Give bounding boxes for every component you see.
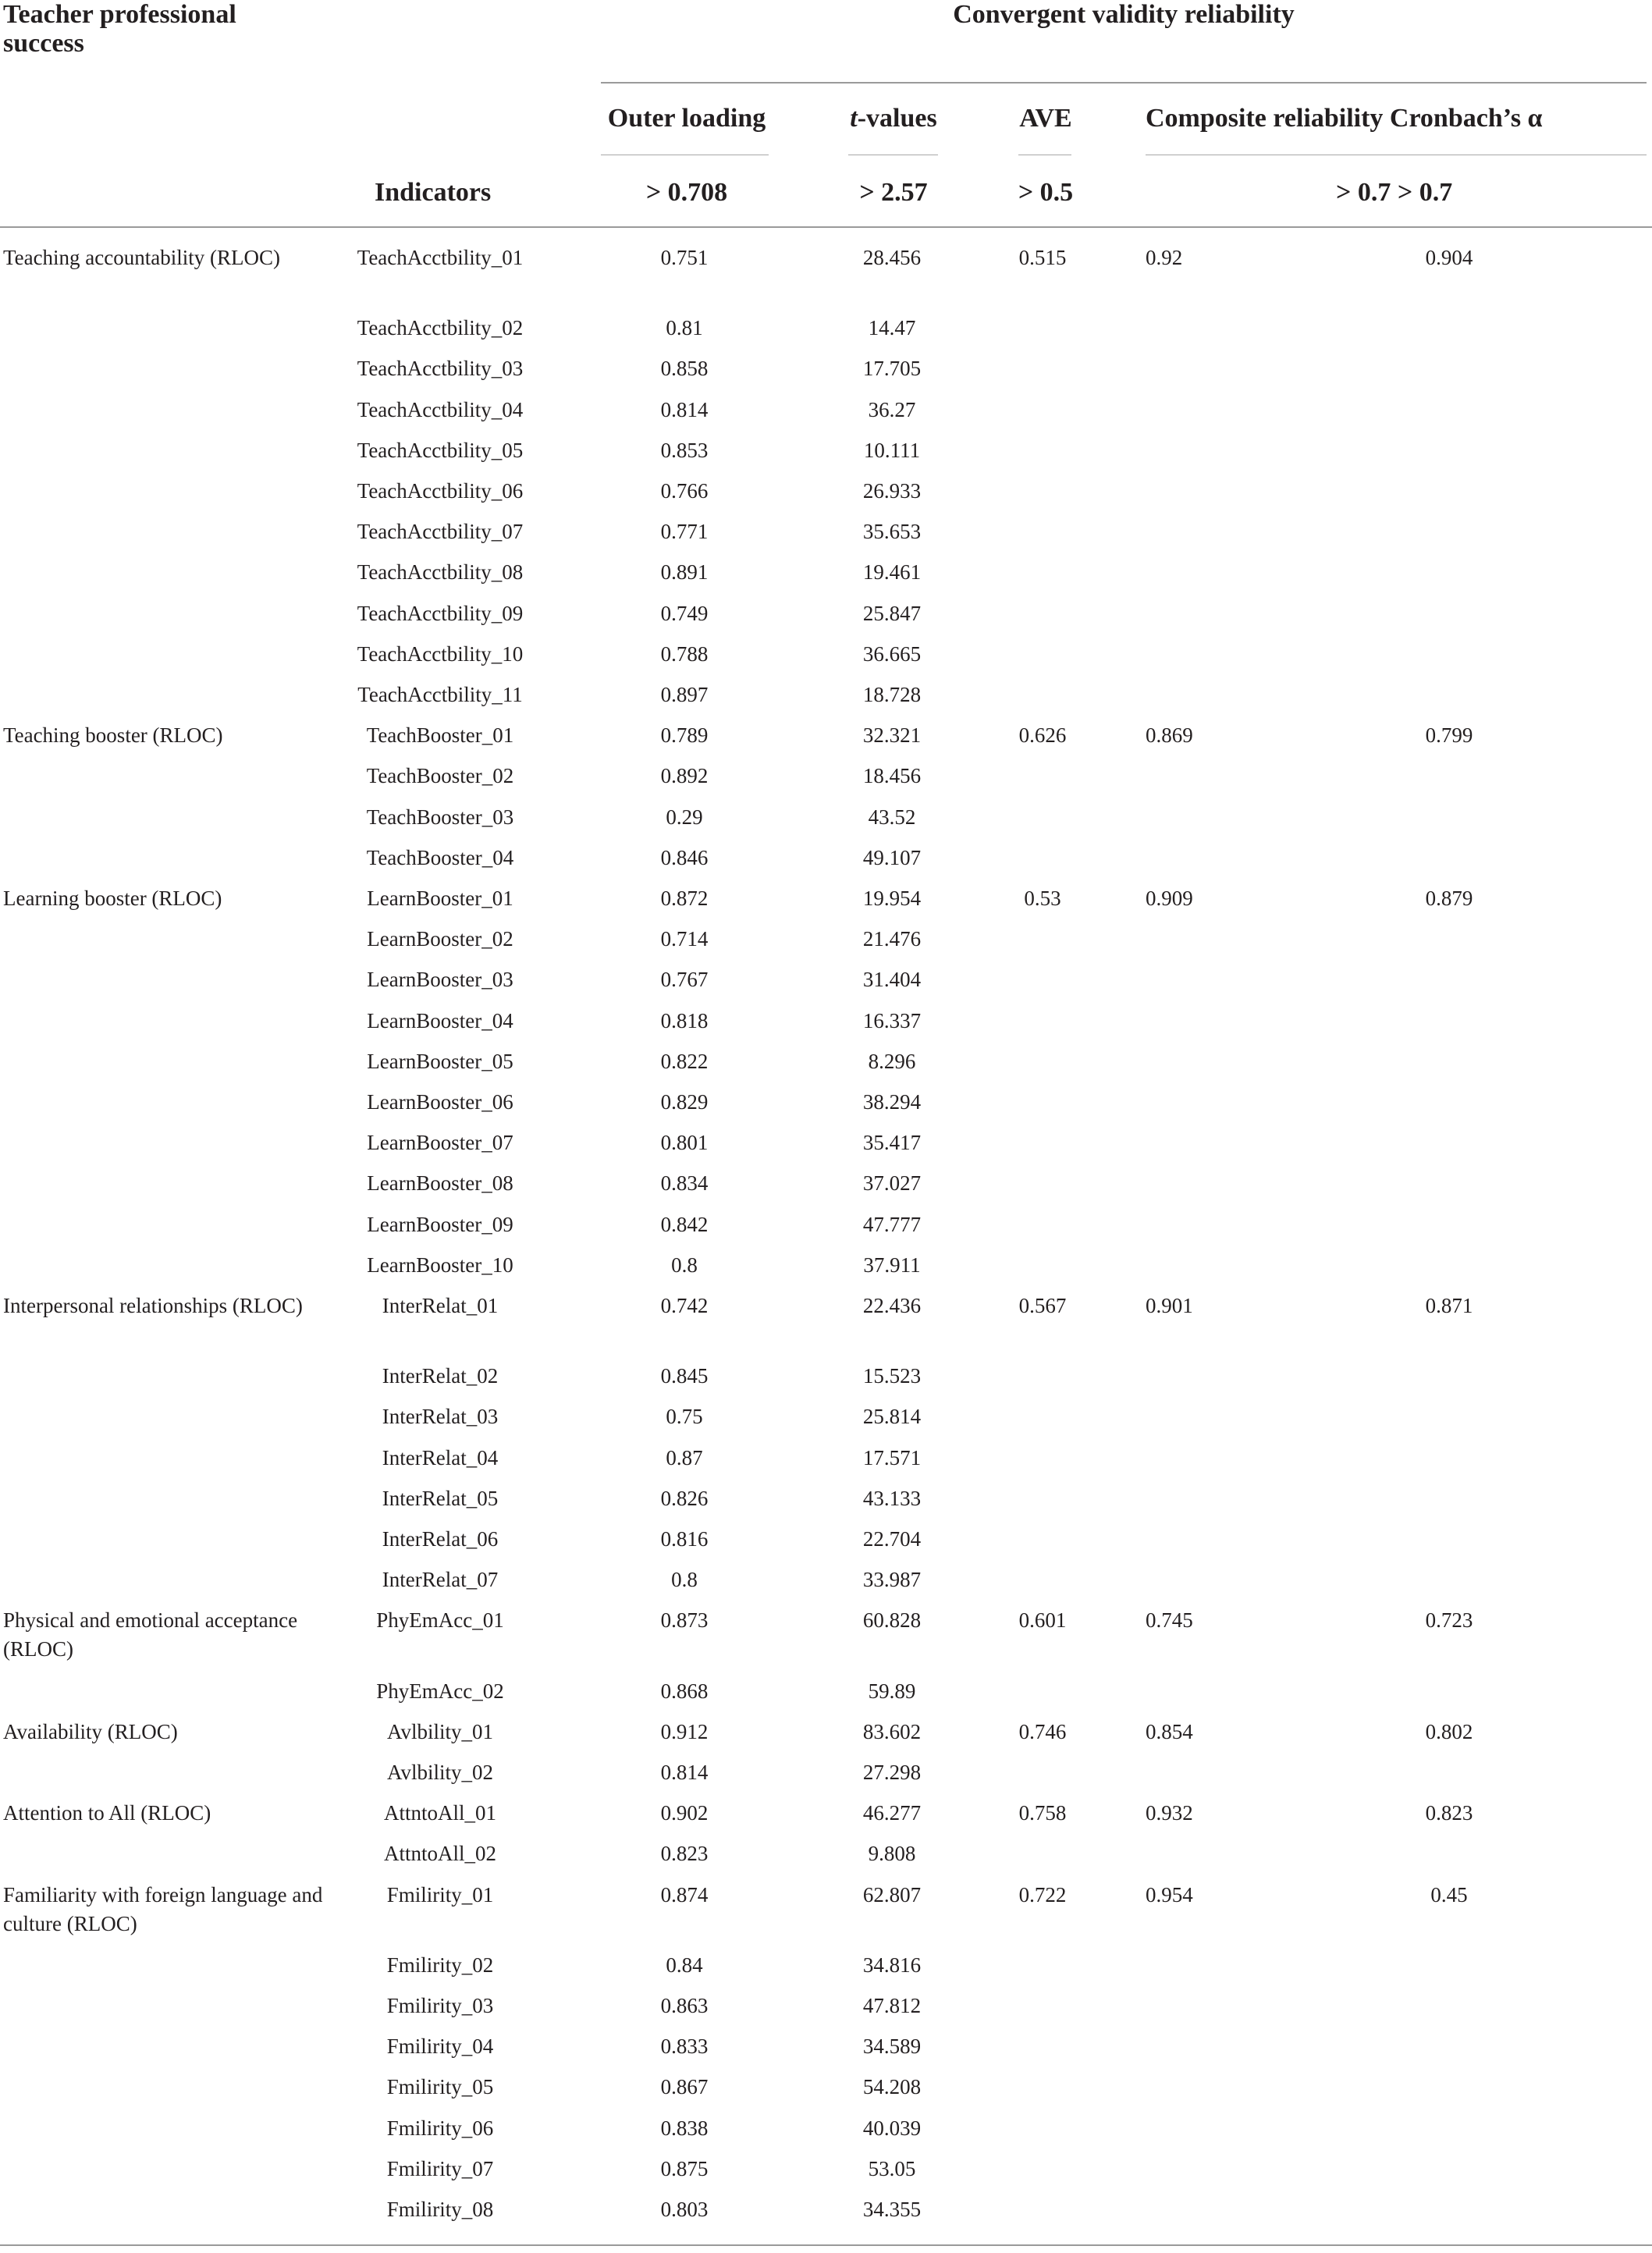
outer-loading-value: 0.897 — [660, 683, 709, 706]
t-value: 19.461 — [862, 560, 922, 585]
indicator-name: TeachBooster_01 — [366, 723, 514, 748]
indicator-name: LearnBooster_05 — [367, 1049, 513, 1073]
outer-loading-value: 0.788 — [660, 641, 709, 666]
outer-loading-value: 0.823 — [660, 1842, 709, 1866]
outer-loading-value: 0.872 — [660, 887, 709, 910]
indicator-name: LearnBooster_04 — [367, 1008, 513, 1032]
composite-reliability-value: 0.901 — [1146, 1294, 1193, 1317]
outer-loading-value: 0.714 — [660, 927, 709, 951]
indicator-name: InterRelat_03 — [382, 1405, 499, 1429]
outer-loading-value: 0.858 — [660, 357, 709, 381]
t-value: 83.602 — [862, 1719, 922, 1743]
outer-loading-value: 0.749 — [660, 601, 709, 625]
indicator-name: Fmilirity_04 — [386, 2034, 494, 2059]
outer-loading-value: 0.766 — [660, 479, 709, 503]
outer-loading-value: 0.771 — [660, 520, 709, 544]
t-value: 9.808 — [868, 1842, 916, 1866]
outer-loading-value: 0.846 — [660, 845, 709, 869]
t-value: 14.47 — [868, 316, 916, 340]
indicator-name: Avlbility_01 — [386, 1719, 493, 1743]
indicator-name: TeachAcctbility_07 — [357, 520, 524, 544]
outer-loading-value: 0.892 — [660, 764, 709, 788]
group-title-rule — [601, 82, 1647, 84]
t-value: 36.665 — [862, 641, 922, 666]
t-value: 33.987 — [862, 1568, 922, 1592]
composite-reliability-value: 0.869 — [1146, 723, 1193, 748]
cronbach-alpha-value: 0.802 — [1425, 1719, 1473, 1743]
composite-reliability-value: 0.954 — [1146, 1882, 1193, 1907]
t-value: 43.52 — [868, 805, 916, 829]
t-value: 36.27 — [868, 397, 916, 421]
outer-loading-value: 0.853 — [660, 438, 709, 462]
outer-loading-value: 0.767 — [660, 968, 709, 992]
ave-value: 0.626 — [1018, 723, 1067, 748]
group-title: Convergent validity reliability — [953, 0, 1295, 29]
group-label: Physical and emotional acceptance (RLOC) — [3, 1608, 298, 1661]
header-t-values — [796, 104, 991, 133]
group-label: Familiarity with foreign language and culture (RLOC) — [3, 1882, 323, 1935]
threshold-t-values: > 2.57 — [859, 178, 928, 207]
group-label: Teaching accountability (RLOC) — [3, 246, 280, 269]
outer-loading-value: 0.875 — [660, 2156, 709, 2180]
indicator-name: Fmilirity_02 — [386, 1953, 494, 1977]
ave-value: 0.53 — [1024, 887, 1061, 910]
indicator-name: InterRelat_07 — [382, 1568, 499, 1592]
header-composite-cronbach: Composite reliability Cronbach’s α — [1146, 104, 1543, 133]
threshold-ave: > 0.5 — [1018, 178, 1074, 207]
outer-loading-value: 0.834 — [660, 1171, 709, 1196]
cronbach-alpha-value: 0.823 — [1425, 1801, 1473, 1825]
cronbach-alpha-value: 0.723 — [1425, 1608, 1473, 1633]
indicator-name: TeachAcctbility_10 — [357, 641, 524, 666]
t-value: 8.296 — [868, 1049, 916, 1073]
outer-loading-value: 0.816 — [660, 1527, 709, 1551]
outer-loading-value: 0.902 — [660, 1801, 709, 1825]
t-value: 47.812 — [862, 1994, 922, 2017]
outer-loading-value: 0.801 — [660, 1131, 709, 1155]
t-value: 28.456 — [862, 246, 922, 269]
t-value: 34.355 — [862, 2198, 922, 2221]
t-value: 49.107 — [862, 845, 922, 869]
outer-loading-value: 0.8 — [671, 1568, 698, 1592]
outer-loading-value: 0.29 — [666, 805, 703, 829]
group-label: Interpersonal relationships (RLOC) — [3, 1294, 303, 1317]
header-t-rest: -values — [857, 104, 937, 133]
t-value: 22.704 — [862, 1527, 922, 1551]
outer-loading-value: 0.822 — [660, 1049, 709, 1073]
t-value: 16.337 — [862, 1008, 922, 1032]
outer-loading-value: 0.867 — [660, 2075, 709, 2099]
outer-loading-value: 0.868 — [660, 1679, 709, 1703]
t-value: 22.436 — [862, 1294, 922, 1317]
indicator-name: LearnBooster_10 — [367, 1253, 513, 1277]
outer-loading-value: 0.84 — [666, 1953, 703, 1977]
cronbach-alpha-value: 0.45 — [1430, 1882, 1468, 1907]
indicator-name: TeachBooster_02 — [366, 764, 514, 788]
outer-loading-value: 0.8 — [671, 1253, 698, 1277]
indicator-name: TeachAcctbility_04 — [357, 397, 524, 421]
t-value: 47.777 — [862, 1212, 922, 1236]
t-value: 54.208 — [862, 2075, 922, 2099]
t-value: 37.027 — [862, 1171, 922, 1196]
outer-loading-value: 0.751 — [660, 246, 709, 269]
cronbach-alpha-value: 0.799 — [1425, 723, 1473, 748]
ave-value: 0.601 — [1018, 1608, 1067, 1633]
header-indicators: Indicators — [375, 178, 492, 207]
cronbach-alpha-value: 0.871 — [1425, 1294, 1473, 1317]
indicator-name: LearnBooster_06 — [367, 1090, 513, 1114]
t-value: 10.111 — [863, 438, 921, 462]
t-value: 53.05 — [868, 2156, 916, 2180]
t-value: 25.847 — [862, 601, 922, 625]
t-value: 40.039 — [862, 2116, 922, 2140]
t-value: 37.911 — [863, 1253, 921, 1277]
indicator-name: Avlbility_02 — [386, 1761, 493, 1784]
indicator-name: Fmilirity_07 — [386, 2156, 494, 2180]
cronbach-alpha-value: 0.904 — [1425, 246, 1473, 269]
composite-reliability-value: 0.92 — [1146, 246, 1183, 269]
outer-loading-value: 0.829 — [660, 1090, 709, 1114]
outer-loading-value: 0.873 — [660, 1608, 709, 1633]
indicator-name: TeachAcctbility_08 — [357, 560, 524, 585]
indicator-name: Fmilirity_08 — [386, 2198, 494, 2221]
t-value: 25.814 — [862, 1405, 922, 1429]
t-value: 32.321 — [862, 723, 922, 748]
indicator-name: AttntoAll_01 — [383, 1801, 496, 1825]
ave-value: 0.515 — [1018, 246, 1067, 269]
group-label: Learning booster (RLOC) — [3, 887, 222, 910]
indicator-name: TeachAcctbility_05 — [357, 438, 524, 462]
outer-loading-value: 0.742 — [660, 1294, 709, 1317]
indicator-name: TeachAcctbility_01 — [357, 246, 524, 269]
indicator-name: InterRelat_02 — [382, 1364, 499, 1388]
indicator-name: TeachAcctbility_06 — [357, 479, 524, 503]
ave-value: 0.567 — [1018, 1294, 1067, 1317]
indicator-name: TeachBooster_04 — [366, 845, 514, 869]
indicator-name: InterRelat_01 — [382, 1294, 499, 1317]
outer-loading-value: 0.891 — [660, 560, 709, 585]
outer-loading-value: 0.789 — [660, 723, 709, 748]
t-value: 34.589 — [862, 2034, 922, 2059]
outer-loading-value: 0.87 — [666, 1445, 703, 1469]
t-value: 46.277 — [862, 1801, 922, 1825]
outer-loading-value: 0.75 — [666, 1405, 703, 1429]
t-value: 43.133 — [862, 1486, 922, 1510]
t-value: 17.571 — [862, 1445, 922, 1469]
t-value: 35.653 — [862, 520, 922, 544]
outer-loading-value: 0.845 — [660, 1364, 709, 1388]
ave-value: 0.746 — [1018, 1719, 1067, 1743]
outer-loading-value: 0.912 — [660, 1719, 709, 1743]
composite-reliability-value: 0.854 — [1146, 1719, 1193, 1743]
composite-reliability-value: 0.745 — [1146, 1608, 1193, 1633]
indicator-name: LearnBooster_08 — [367, 1171, 513, 1196]
outer-loading-value: 0.81 — [666, 316, 703, 340]
t-value: 59.89 — [868, 1679, 916, 1703]
t-value: 18.728 — [862, 683, 922, 706]
indicator-name: LearnBooster_07 — [367, 1131, 513, 1155]
indicator-name: Fmilirity_01 — [386, 1882, 494, 1907]
t-value: 31.404 — [862, 968, 922, 992]
indicator-name: TeachAcctbility_11 — [357, 683, 523, 706]
outer-loading-value: 0.842 — [660, 1212, 709, 1236]
t-value: 19.954 — [862, 887, 922, 910]
ave-value: 0.758 — [1018, 1801, 1067, 1825]
indicator-name: LearnBooster_03 — [367, 968, 513, 992]
t-value: 15.523 — [862, 1364, 922, 1388]
outer-loading-value: 0.814 — [660, 1761, 709, 1784]
indicator-name: InterRelat_04 — [382, 1445, 499, 1469]
indicator-name: Fmilirity_06 — [386, 2116, 494, 2140]
outer-loading-value: 0.863 — [660, 1994, 709, 2017]
outer-loading-value: 0.833 — [660, 2034, 709, 2059]
indicator-name: LearnBooster_01 — [367, 887, 513, 910]
first-column-title: Teacher professional success — [3, 0, 236, 58]
t-value: 17.705 — [862, 357, 922, 381]
cronbach-alpha-value: 0.879 — [1425, 887, 1473, 910]
outer-loading-value: 0.874 — [660, 1882, 709, 1907]
header-bottom-rule — [0, 226, 1652, 228]
indicator-name: TeachAcctbility_03 — [357, 357, 524, 381]
group-label: Teaching booster (RLOC) — [3, 723, 223, 748]
indicator-name: LearnBooster_09 — [367, 1212, 513, 1236]
t-value: 60.828 — [862, 1608, 922, 1633]
indicator-name: LearnBooster_02 — [367, 927, 513, 951]
outer-loading-value: 0.838 — [660, 2116, 709, 2140]
indicator-name: TeachAcctbility_09 — [357, 601, 524, 625]
composite-reliability-value: 0.909 — [1146, 887, 1193, 910]
table-bottom-rule — [0, 2244, 1652, 2246]
t-value: 18.456 — [862, 764, 922, 788]
ave-value: 0.722 — [1018, 1882, 1067, 1907]
composite-reliability-value: 0.932 — [1146, 1801, 1193, 1825]
outer-loading-value: 0.818 — [660, 1008, 709, 1032]
indicator-name: InterRelat_05 — [382, 1486, 499, 1510]
indicator-name: Fmilirity_03 — [386, 1994, 494, 2017]
t-value: 38.294 — [862, 1090, 922, 1114]
indicator-name: Fmilirity_05 — [386, 2075, 494, 2099]
indicator-name: TeachAcctbility_02 — [357, 316, 524, 340]
group-label: Availability (RLOC) — [3, 1719, 178, 1743]
outer-loading-value: 0.814 — [660, 397, 709, 421]
threshold-crca: > 0.7 > 0.7 — [1336, 178, 1453, 207]
outer-loading-value: 0.826 — [660, 1486, 709, 1510]
outer-loading-value: 0.803 — [660, 2198, 709, 2221]
t-value: 62.807 — [862, 1882, 922, 1907]
header-t-italic: t — [850, 104, 858, 133]
indicator-name: InterRelat_06 — [382, 1527, 499, 1551]
group-label: Attention to All (RLOC) — [3, 1801, 211, 1825]
threshold-outer-loading: > 0.708 — [645, 178, 728, 207]
t-value: 21.476 — [862, 927, 922, 951]
t-value: 27.298 — [862, 1761, 922, 1784]
t-value: 35.417 — [862, 1131, 922, 1155]
header-ave: AVE — [1019, 104, 1072, 133]
indicator-name: AttntoAll_02 — [383, 1842, 496, 1866]
t-value: 26.933 — [862, 479, 922, 503]
header-outer-loading: Outer loading — [607, 104, 766, 133]
indicator-name: PhyEmAcc_01 — [376, 1608, 504, 1633]
t-value: 34.816 — [862, 1953, 922, 1977]
indicator-name: TeachBooster_03 — [366, 805, 514, 829]
indicator-name: PhyEmAcc_02 — [376, 1679, 504, 1703]
